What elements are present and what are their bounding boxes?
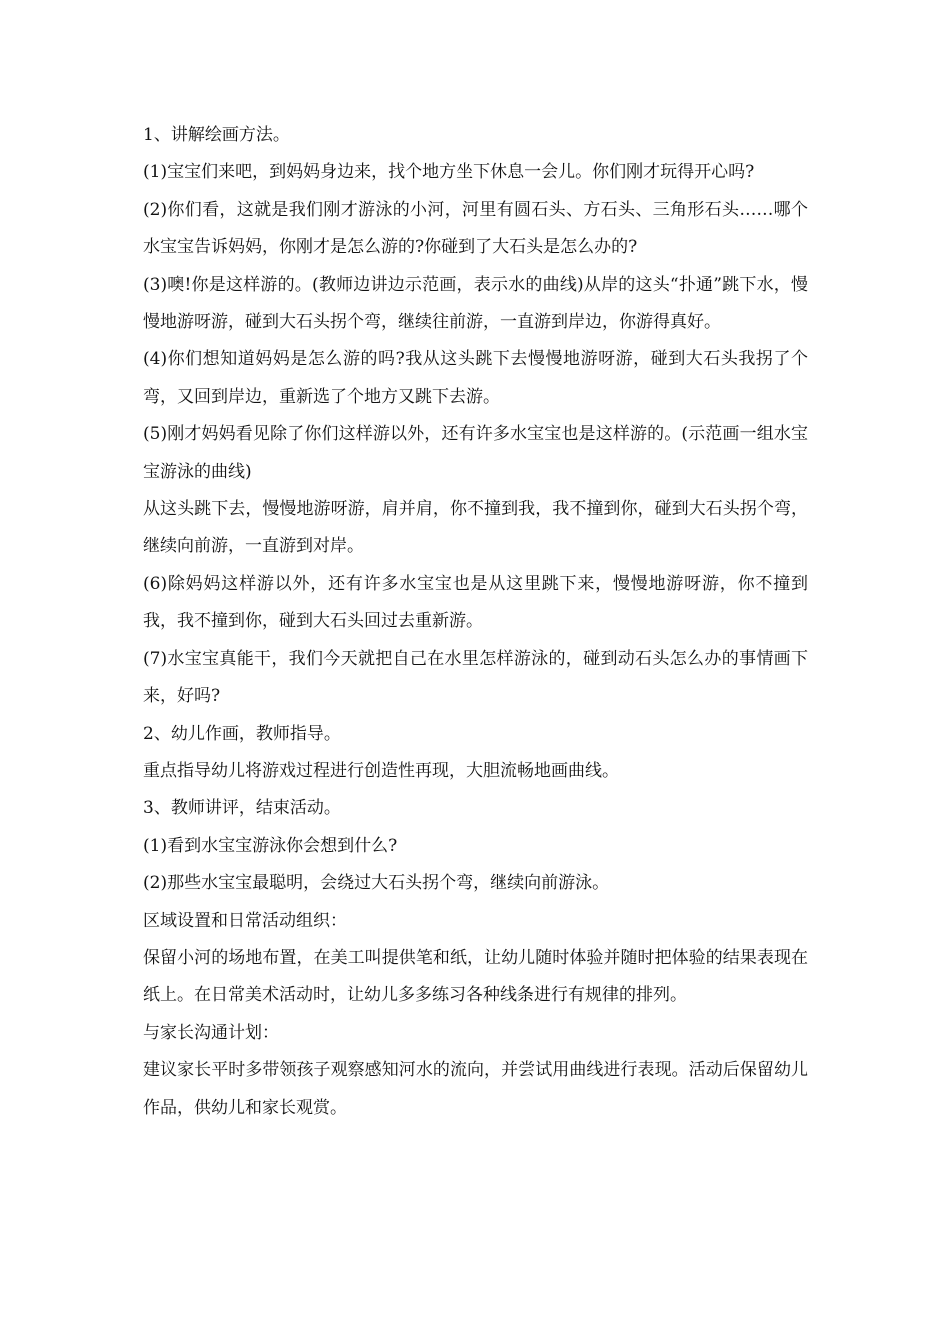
paragraph-parent-plan-heading: 与家长沟通计划： [143, 1022, 279, 1043]
paragraph-section-3-heading: 3、教师讲评，结束活动。 [143, 798, 341, 819]
paragraph-parent-plan-body: 建议家长平时多带领孩子观察感知河水的流向，并尝试用曲线进行表现。活动后保留幼儿作品，供幼儿和家长观赏。 [143, 1060, 808, 1118]
paragraph-step-6: (6)除妈妈这样游以外，还有许多水宝宝也是从这里跳下来，慢慢地游呀游，你不撞到我，我不撞到你，碰到大石头回过去重新游。 [143, 573, 808, 632]
paragraph-area-setup-body: 保留小河的场地布置，在美工叫提供笔和纸，让幼儿随时体验并随时把体验的结果表现在纸上。在日常美术活动时，让幼儿多多练习各种线条进行有规律的排列。 [143, 947, 808, 1006]
paragraph-section-3-item-2: (2)那些水宝宝最聪明，会绕过大石头拐个弯，继续向前游泳。 [143, 873, 610, 894]
paragraph-step-5-continued: 从这头跳下去，慢慢地游呀游，肩并肩，你不撞到我，我不撞到你，碰到大石头拐个弯，继续向前游，一直游到对岸。 [143, 499, 808, 557]
paragraph-section-1-heading: 1、讲解绘画方法。 [143, 125, 290, 145]
paragraph-step-1: (1)宝宝们来吧，到妈妈身边来，找个地方坐下休息一会儿。你们刚才玩得开心吗? [143, 162, 755, 183]
paragraph-step-4: (4)你们想知道妈妈是怎么游的吗?我从这头跳下去慢慢地游呀游，碰到大石头我拐了个弯，又回到岸边，重新选了个地方又跳下去游。 [143, 349, 808, 407]
document-body [143, 117, 808, 1127]
paragraph-section-2-heading: 2、幼儿作画，教师指导。 [143, 723, 341, 744]
paragraph-section-2-body: 重点指导幼儿将游戏过程进行创造性再现，大胆流畅地画曲线。 [143, 760, 619, 781]
paragraph-step-7: (7)水宝宝真能干，我们今天就把自己在水里怎样游泳的，碰到动石头怎么办的事情画下来，好吗? [143, 648, 808, 707]
paragraph-step-2: (2)你们看，这就是我们刚才游泳的小河，河里有圆石头、方石头、三角形石头……哪个水宝宝告诉妈妈，你刚才是怎么游的?你碰到了大石头是怎么办的? [143, 199, 808, 258]
paragraph-step-3: (3)噢!你是这样游的。(教师边讲边示范画，表示水的曲线)从岸的这头“扑通”跳下水，慢慢地游呀游，碰到大石头拐个弯，继续往前游，一直游到岸边，你游得真好。 [143, 274, 808, 333]
paragraph-area-setup-heading: 区域设置和日常活动组织： [143, 910, 347, 931]
paragraph-section-3-item-1: (1)看到水宝宝游泳你会想到什么? [143, 835, 398, 856]
paragraph-step-5: (5)刚才妈妈看见除了你们这样游以外，还有许多水宝宝也是这样游的。(示范画一组水宝宝游泳的曲线) [143, 424, 808, 482]
